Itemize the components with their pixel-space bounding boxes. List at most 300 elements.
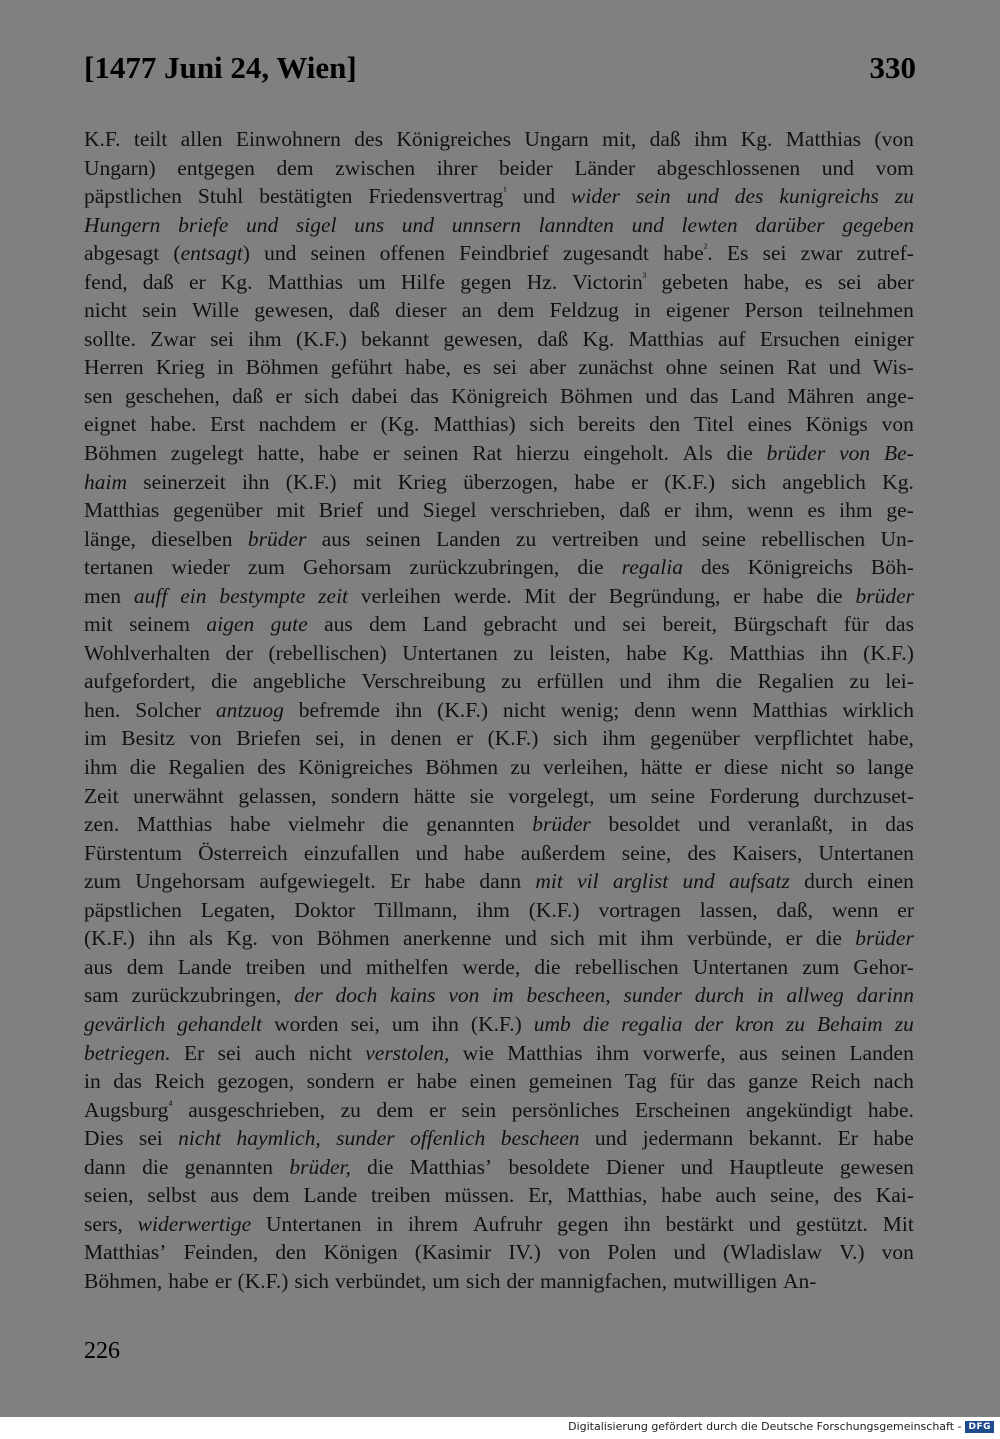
word — [748, 810, 833, 839]
word — [598, 896, 680, 925]
word — [822, 154, 854, 183]
word-text: daß, — [776, 897, 813, 922]
text-line — [84, 525, 914, 554]
word — [396, 125, 511, 154]
quoted-source-text: brüder — [766, 441, 826, 466]
word — [516, 525, 536, 554]
word — [470, 1067, 517, 1096]
word-text: und — [654, 526, 687, 551]
word-text: teilt — [133, 127, 168, 151]
word-text: Ungehorsam — [135, 869, 246, 894]
quoted-source-text: und — [401, 212, 435, 237]
word-text: aus — [321, 526, 351, 551]
word-text: mutwilligen — [673, 1268, 778, 1293]
word-text: allen — [180, 127, 223, 151]
word — [181, 125, 223, 154]
text-line — [84, 239, 914, 268]
word — [877, 268, 914, 297]
word — [842, 211, 914, 240]
word-text: Matthias’ — [409, 1154, 493, 1179]
quoted-source-text: aigen — [206, 612, 255, 637]
word-text: und — [264, 241, 297, 266]
word — [690, 382, 719, 411]
word — [532, 810, 591, 839]
word — [335, 1267, 426, 1296]
word-text: Mähren — [787, 383, 854, 408]
word — [529, 353, 566, 382]
word-text: sich — [550, 926, 585, 951]
word — [540, 1267, 667, 1296]
word — [493, 353, 517, 382]
word-text: seine, — [621, 840, 672, 865]
word — [198, 182, 243, 211]
text-line — [84, 924, 914, 953]
word — [392, 1010, 419, 1039]
word — [866, 382, 914, 411]
word-text: habe — [318, 441, 360, 466]
word-text: ihm — [595, 1040, 630, 1065]
word-text: den — [275, 1240, 307, 1265]
word-text: Einwohnern — [235, 127, 341, 151]
word-text: sam — [84, 983, 119, 1008]
word — [745, 296, 804, 325]
document-date-heading: [1477 Juni 24, Wien] — [84, 50, 357, 85]
word-text: mit — [84, 612, 113, 637]
word — [757, 981, 774, 1010]
quoted-source-text: brüder — [855, 583, 914, 608]
word — [259, 182, 352, 211]
word — [640, 924, 673, 953]
text-line — [84, 353, 914, 382]
word — [298, 753, 413, 782]
word-text: worden — [274, 1011, 339, 1036]
word — [84, 953, 113, 982]
word-text: daß — [537, 326, 569, 351]
word — [184, 1238, 259, 1267]
text-line — [84, 468, 914, 497]
word-text: zugelegt — [170, 441, 244, 466]
word-text: angebliche — [252, 669, 346, 694]
word-text: zu — [340, 1097, 361, 1122]
word — [84, 639, 210, 668]
word-text: dem — [369, 612, 407, 637]
word-text: Besitz — [121, 726, 175, 751]
word-text: sei — [217, 1040, 242, 1065]
word — [84, 1181, 134, 1210]
word-text: . — [707, 241, 713, 266]
word — [707, 1067, 736, 1096]
word — [84, 211, 160, 240]
word-text: Herren — [84, 355, 144, 380]
word-text: befremde — [298, 697, 380, 722]
word — [749, 1124, 822, 1153]
word — [402, 639, 498, 668]
word-text: er — [189, 269, 206, 294]
word-text: um — [391, 1011, 420, 1036]
word — [663, 239, 713, 268]
word — [691, 696, 738, 725]
word-text: Fürstentum — [84, 840, 182, 865]
word — [410, 1124, 485, 1153]
word-text: Bürgschaft — [733, 612, 828, 637]
word — [403, 439, 458, 468]
quoted-source-text: vil — [577, 869, 599, 894]
word-text: rebellischen — [574, 954, 679, 979]
word-text: in — [84, 1069, 101, 1094]
word-text: (K.F.) — [237, 1268, 289, 1293]
word — [694, 125, 727, 154]
word-text: Kg. — [740, 127, 773, 151]
word-text: sich — [529, 412, 565, 437]
word-text: tertanen — [84, 555, 154, 580]
word — [626, 639, 667, 668]
word — [276, 496, 305, 525]
word — [257, 439, 304, 468]
quoted-source-text: aufsatz — [728, 869, 790, 894]
word-text: an — [461, 298, 483, 323]
word-text: die — [534, 954, 561, 979]
word-text: Böhmen, — [84, 1268, 163, 1293]
word — [156, 353, 205, 382]
word — [770, 1181, 820, 1210]
word-text: habe — [661, 1183, 702, 1208]
word — [143, 468, 225, 497]
word — [259, 867, 375, 896]
word — [84, 1039, 171, 1068]
word — [754, 724, 853, 753]
word-text: ihm — [666, 669, 701, 694]
word — [608, 810, 680, 839]
word-text: den — [649, 412, 681, 437]
word — [525, 582, 556, 611]
word-text: mit — [598, 926, 627, 951]
word — [645, 382, 677, 411]
word-text: auch — [254, 1040, 296, 1065]
word — [814, 782, 914, 811]
word — [698, 810, 730, 839]
word — [735, 1010, 774, 1039]
word — [84, 782, 119, 811]
word — [248, 525, 307, 554]
word — [755, 211, 824, 240]
word — [534, 953, 560, 982]
footer — [568, 1420, 994, 1433]
word — [237, 1124, 321, 1153]
quoted-source-text: von — [839, 441, 871, 466]
word-text: Reich — [810, 1069, 861, 1094]
word — [192, 296, 239, 325]
word-text: Augsburg — [84, 1097, 169, 1122]
word-text: zu — [849, 669, 870, 694]
word-text: (K.F.) — [295, 326, 347, 351]
word — [657, 154, 800, 183]
word — [700, 896, 758, 925]
word — [560, 382, 633, 411]
text-line — [84, 953, 914, 982]
word-text: seinen — [310, 241, 366, 266]
word — [855, 924, 914, 953]
word-text: daß — [348, 298, 380, 323]
word-text: durchzuset- — [813, 783, 914, 808]
word — [317, 924, 390, 953]
word-text: Zeit — [84, 783, 119, 808]
word — [452, 211, 521, 240]
word — [236, 125, 341, 154]
word-text: zu — [513, 640, 534, 665]
word-text: zwischen — [335, 155, 416, 180]
word-text: Reich — [154, 1069, 205, 1094]
word — [537, 325, 568, 354]
word-text: wirklich — [842, 697, 914, 722]
word — [464, 839, 505, 868]
word-text: der — [225, 640, 253, 665]
word-text: Untertanen — [818, 840, 914, 865]
word-text: seinen — [719, 355, 775, 380]
word — [867, 753, 914, 782]
word-text: Rat — [786, 355, 817, 380]
word — [619, 667, 651, 696]
word — [335, 154, 415, 183]
word — [351, 1010, 380, 1039]
word — [365, 1039, 449, 1068]
word-text: seinen — [403, 441, 459, 466]
word-text: Er — [837, 1126, 858, 1151]
word — [527, 268, 557, 297]
quoted-source-text: antzuog — [215, 697, 284, 722]
word — [84, 810, 119, 839]
word — [748, 1067, 798, 1096]
word — [807, 496, 825, 525]
word — [694, 410, 734, 439]
word-text: ausgeschrieben, — [188, 1097, 325, 1122]
word — [84, 1238, 166, 1267]
word-text: als — [188, 926, 213, 951]
word — [583, 1010, 609, 1039]
word — [534, 1010, 571, 1039]
word — [578, 410, 635, 439]
word — [286, 468, 337, 497]
word — [217, 1067, 294, 1096]
word — [390, 867, 410, 896]
word-text: hätte — [413, 783, 456, 808]
word — [221, 268, 253, 297]
word-text: dann — [84, 1154, 126, 1179]
word — [230, 810, 271, 839]
text-line — [84, 667, 914, 696]
word — [401, 268, 445, 297]
word — [567, 1181, 648, 1210]
word — [508, 782, 594, 811]
word-text: wenig; — [560, 697, 620, 722]
word — [369, 610, 406, 639]
word-text: habe — [464, 840, 505, 865]
word — [331, 353, 393, 382]
word — [749, 1210, 781, 1239]
quoted-source-text: sein — [635, 184, 671, 209]
word — [718, 325, 745, 354]
word-text: gemeinen — [528, 1069, 613, 1094]
quoted-source-text: uns — [354, 212, 385, 237]
word-text: Tillmann, — [374, 897, 458, 922]
word-text: ihrer — [436, 155, 478, 180]
word-text: diese — [723, 755, 769, 780]
word — [84, 667, 196, 696]
word-text: zwar — [800, 241, 843, 266]
text-line — [84, 896, 914, 925]
word — [180, 582, 206, 611]
word-text: Matthias — [628, 326, 704, 351]
word-text: er — [387, 1069, 404, 1094]
dfg-logo-icon: DFG — [965, 1421, 994, 1433]
text-line — [84, 1238, 914, 1267]
word — [460, 268, 511, 297]
word — [622, 610, 646, 639]
word — [613, 867, 668, 896]
word-text: dem — [252, 1183, 290, 1208]
word — [269, 639, 387, 668]
word-text: aus — [210, 1183, 239, 1208]
word — [354, 211, 384, 240]
word-text: um — [432, 1268, 460, 1293]
word-text: Regalien — [757, 669, 834, 694]
word-text: Landen — [436, 526, 501, 551]
word — [553, 724, 588, 753]
word-text: ihn — [623, 1211, 651, 1236]
word — [84, 896, 182, 925]
word — [84, 1210, 123, 1239]
word — [113, 1067, 142, 1096]
word — [437, 154, 478, 183]
word-text: Böhmen — [84, 441, 157, 466]
word — [767, 439, 826, 468]
word-text: Land — [422, 612, 467, 637]
word-text: Matthias — [136, 812, 213, 837]
word — [171, 439, 244, 468]
text-line — [84, 1153, 914, 1182]
word — [550, 296, 619, 325]
quoted-source-text: sunder — [336, 1126, 395, 1151]
word-text: treiben — [370, 1183, 431, 1208]
word — [171, 553, 230, 582]
word — [683, 439, 713, 468]
word — [318, 439, 359, 468]
word — [777, 896, 813, 925]
word-text: sen — [84, 383, 113, 408]
word — [296, 211, 337, 240]
word-text: Gehorsam — [302, 555, 392, 580]
word-text: Hauptleute — [729, 1154, 824, 1179]
word — [463, 1039, 494, 1068]
word-text: und — [319, 954, 352, 979]
word — [409, 553, 559, 582]
word-text: Hz. — [526, 269, 558, 294]
word — [499, 154, 553, 183]
quoted-source-text: und — [245, 212, 279, 237]
word-text: Wohlverhalten — [84, 640, 211, 665]
word — [423, 610, 467, 639]
word-text: Mit — [882, 1211, 914, 1236]
quoted-source-text: gehandelt — [177, 1011, 263, 1036]
quoted-source-text: im — [492, 983, 514, 1008]
word-text: sie — [469, 783, 494, 808]
word — [897, 896, 914, 925]
word — [654, 525, 686, 554]
word — [382, 810, 408, 839]
word-text: gegen — [460, 269, 512, 294]
word — [663, 610, 717, 639]
word — [377, 496, 409, 525]
word-text: Brief — [318, 498, 363, 523]
word — [763, 582, 804, 611]
word — [868, 724, 914, 753]
word-text: sich — [294, 1268, 330, 1293]
word-text: es — [804, 269, 823, 294]
word-text: leisten, — [549, 640, 611, 665]
word — [763, 239, 787, 268]
word — [695, 496, 734, 525]
word — [528, 1181, 553, 1210]
word-text: habe, — [743, 269, 790, 294]
word-text: Person — [744, 298, 804, 323]
word — [729, 1153, 823, 1182]
word — [501, 667, 521, 696]
word-text: Lande — [303, 1183, 358, 1208]
word — [505, 924, 537, 953]
word — [606, 1153, 665, 1182]
word-text: von — [271, 926, 304, 951]
word-text: selbst — [147, 1183, 197, 1208]
text-line — [84, 867, 914, 896]
word — [885, 667, 914, 696]
quoted-source-text: brüder — [532, 812, 591, 837]
word — [425, 753, 498, 782]
word-text: sich — [731, 469, 766, 494]
word — [324, 1238, 398, 1267]
word — [760, 325, 840, 354]
word-text: Landen — [849, 1040, 914, 1065]
text-line — [84, 1124, 914, 1153]
word-text: in — [359, 726, 376, 751]
word — [723, 1238, 822, 1267]
word — [139, 1124, 163, 1153]
word-text: habe. — [867, 1097, 914, 1122]
word — [472, 439, 502, 468]
word-text: ihrem — [407, 1211, 459, 1236]
word — [535, 867, 562, 896]
word-text: die — [382, 812, 409, 837]
word — [190, 724, 222, 753]
word — [151, 525, 232, 554]
word — [154, 1067, 204, 1096]
word-text: so — [835, 755, 855, 780]
word-text: einen — [867, 869, 914, 894]
word-text: habe — [762, 583, 804, 608]
word — [84, 924, 135, 953]
word — [210, 410, 245, 439]
word-text: verleihen — [360, 583, 441, 608]
word — [884, 439, 914, 468]
word-text: ihm — [693, 127, 728, 151]
word — [377, 1096, 414, 1125]
word — [623, 981, 682, 1010]
word — [336, 1124, 395, 1153]
word — [578, 353, 653, 382]
text-line — [84, 981, 914, 1010]
word — [786, 1010, 805, 1039]
word — [779, 182, 879, 211]
word-text: sei — [493, 355, 517, 380]
word — [253, 667, 346, 696]
